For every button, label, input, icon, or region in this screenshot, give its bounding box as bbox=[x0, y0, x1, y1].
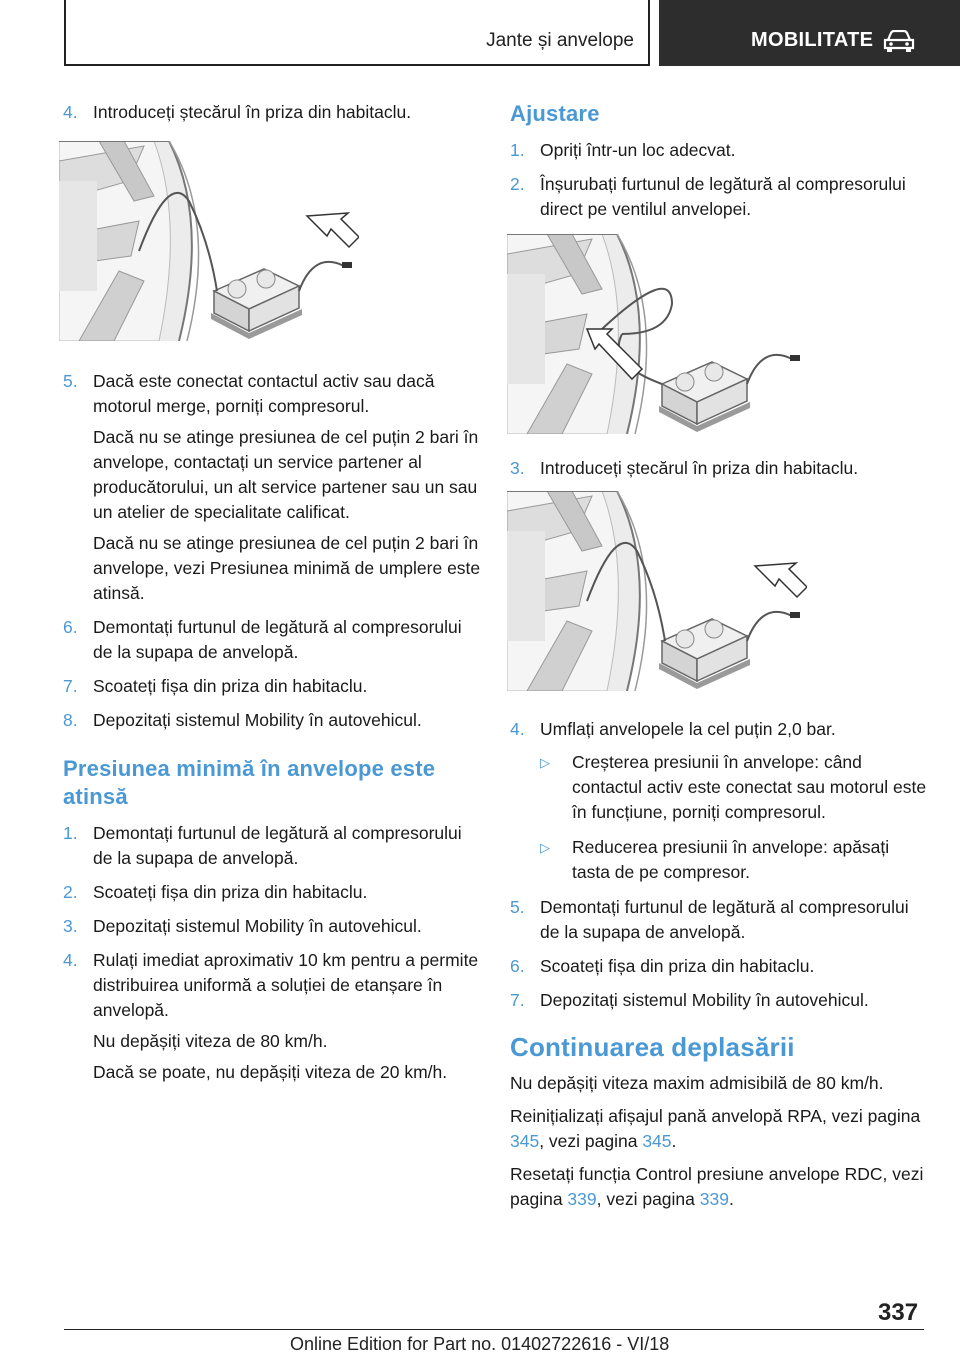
step-note: Nu depășiți viteza de 80 km/h. bbox=[93, 1031, 328, 1051]
section-heading: Ajustare bbox=[510, 101, 600, 126]
step-number: 1. bbox=[510, 140, 525, 160]
list-item bbox=[510, 172, 930, 222]
step-text: Scoateți fișa din priza din habitaclu. bbox=[540, 956, 815, 976]
sub-item-text: Creșterea presiunii în anvelope: când contactul activ este conectat sau motorul este în funcțiune, porniți compresorul. bbox=[572, 752, 927, 822]
step-text: Opriți într-un loc adecvat. bbox=[540, 140, 736, 160]
list-item bbox=[63, 615, 483, 665]
step-text: Demontați furtunul de legătură al compresorului de la supapa de anvelopă. bbox=[93, 823, 462, 868]
list-item bbox=[510, 895, 930, 945]
rdc-reset-text: Resetați funcția Control presiune anvelope RDC, vezi pagina 339, vezi pagina 339. bbox=[510, 1164, 924, 1209]
list-item bbox=[63, 708, 483, 733]
right-column bbox=[510, 100, 930, 1220]
page-number: 337 bbox=[878, 1299, 919, 1326]
step-text: Introduceți ștecărul în priza din habitaclu. bbox=[93, 102, 412, 122]
header-frame bbox=[64, 0, 650, 66]
step-number: 8. bbox=[63, 710, 78, 730]
step-text: Rulați imediat aproximativ 10 km pentru a permite distribuirea uniformă a soluției de etanșare în anvelopă. bbox=[93, 950, 479, 1020]
step-number: 5. bbox=[63, 371, 78, 391]
step-note: Dacă nu se atinge presiunea de cel puțin 2 bari în anvelope, contactați un service partener al producătorului, un alt service partener sau un sau un atelier de specialitate calificat. bbox=[93, 427, 479, 522]
step-number: 3. bbox=[63, 916, 78, 936]
step-number: 3. bbox=[510, 458, 525, 478]
step-number: 4. bbox=[63, 950, 78, 970]
step-list-b bbox=[63, 369, 483, 733]
section-heading: Presiunea minimă în anvelope este atinsă bbox=[63, 756, 436, 809]
step-number: 5. bbox=[510, 897, 525, 917]
list-item bbox=[63, 880, 483, 905]
list-item bbox=[63, 948, 483, 1085]
page-link[interactable]: 345 bbox=[642, 1131, 672, 1151]
step-text: Umflați anvelopele la cel puțin 2,0 bar. bbox=[540, 719, 836, 739]
list-item bbox=[510, 717, 930, 742]
list-item bbox=[510, 138, 930, 163]
list-item bbox=[63, 914, 483, 939]
rpa-reset-text: Reinițializați afișajul pană anvelopă RPA, vezi pagina 345, vezi pagina 345. bbox=[510, 1106, 921, 1151]
sub-item-text: Reducerea presiunii în anvelope: apăsați tasta de pe compresor. bbox=[572, 837, 890, 882]
step-text: Depozitați sistemul Mobility în autovehicul. bbox=[93, 710, 422, 730]
triangle-bullet-icon: ▷ bbox=[540, 840, 550, 855]
list-item bbox=[510, 456, 930, 481]
step-text: Scoateți fișa din priza din habitaclu. bbox=[93, 676, 368, 696]
step-text: Demontați furtunul de legătură al compresorului de la supapa de anvelopă. bbox=[540, 897, 909, 942]
step-text: Depozitați sistemul Mobility în autovehicul. bbox=[93, 916, 422, 936]
section-title: Jante și anvelope bbox=[486, 30, 634, 51]
footer-divider bbox=[64, 1329, 924, 1330]
compressor-plug-illustration bbox=[59, 141, 359, 341]
step-text: Scoateți fișa din priza din habitaclu. bbox=[93, 882, 368, 902]
step-plug-in bbox=[63, 100, 483, 125]
step-text: Introduceți ștecărul în priza din habitaclu. bbox=[540, 458, 859, 478]
step-number: 2. bbox=[63, 882, 78, 902]
edition-text: Online Edition for Part no. 01402722616 - VI/18 bbox=[290, 1334, 670, 1354]
list-item bbox=[63, 674, 483, 699]
compressor-plug-illustration-2 bbox=[507, 491, 807, 691]
step-text: Depozitați sistemul Mobility în autovehicul. bbox=[540, 990, 869, 1010]
hose-valve-illustration bbox=[507, 234, 807, 434]
page-link[interactable]: 339 bbox=[567, 1189, 597, 1209]
left-column bbox=[63, 100, 483, 1094]
page-link[interactable]: 345 bbox=[510, 1131, 540, 1151]
step-number: 7. bbox=[510, 990, 525, 1010]
sub-item bbox=[540, 835, 930, 885]
sub-item bbox=[540, 750, 930, 825]
step-number: 4. bbox=[510, 719, 525, 739]
step-note: Dacă se poate, nu depășiți viteza de 20 km/h. bbox=[93, 1062, 448, 1082]
section-heading: Continuarea deplasării bbox=[510, 1032, 795, 1062]
step-text: Înșurubați furtunul de legătură al compresorului direct pe ventilul anvelopei. bbox=[540, 174, 906, 219]
list-item bbox=[510, 988, 930, 1013]
step-number: 6. bbox=[510, 956, 525, 976]
step-text: Demontați furtunul de legătură al compresorului de la supapa de anvelopă. bbox=[93, 617, 462, 662]
list-item bbox=[63, 821, 483, 871]
step-number: 6. bbox=[63, 617, 78, 637]
chapter-tab-label: MOBILITATE bbox=[751, 29, 874, 51]
step-number: 4. bbox=[63, 102, 78, 122]
step-number: 1. bbox=[63, 823, 78, 843]
speed-limit-text: Nu depășiți viteza maxim admisibilă de 80 km/h. bbox=[510, 1073, 884, 1093]
step-note: Dacă nu se atinge presiunea de cel puțin 2 bari în anvelope, vezi Presiunea minimă de umplere este atinsă. bbox=[93, 533, 481, 603]
list-item bbox=[63, 369, 483, 606]
step-number: 7. bbox=[63, 676, 78, 696]
list-item bbox=[510, 954, 930, 979]
triangle-bullet-icon: ▷ bbox=[540, 755, 550, 770]
chapter-tab[interactable] bbox=[659, 0, 960, 66]
page-link[interactable]: 339 bbox=[699, 1189, 729, 1209]
step-text: Dacă este conectat contactul activ sau dacă motorul merge, porniți compresorul. bbox=[93, 371, 435, 416]
step-number: 2. bbox=[510, 174, 525, 194]
car-icon bbox=[883, 30, 915, 52]
step-list-c bbox=[63, 821, 483, 1085]
